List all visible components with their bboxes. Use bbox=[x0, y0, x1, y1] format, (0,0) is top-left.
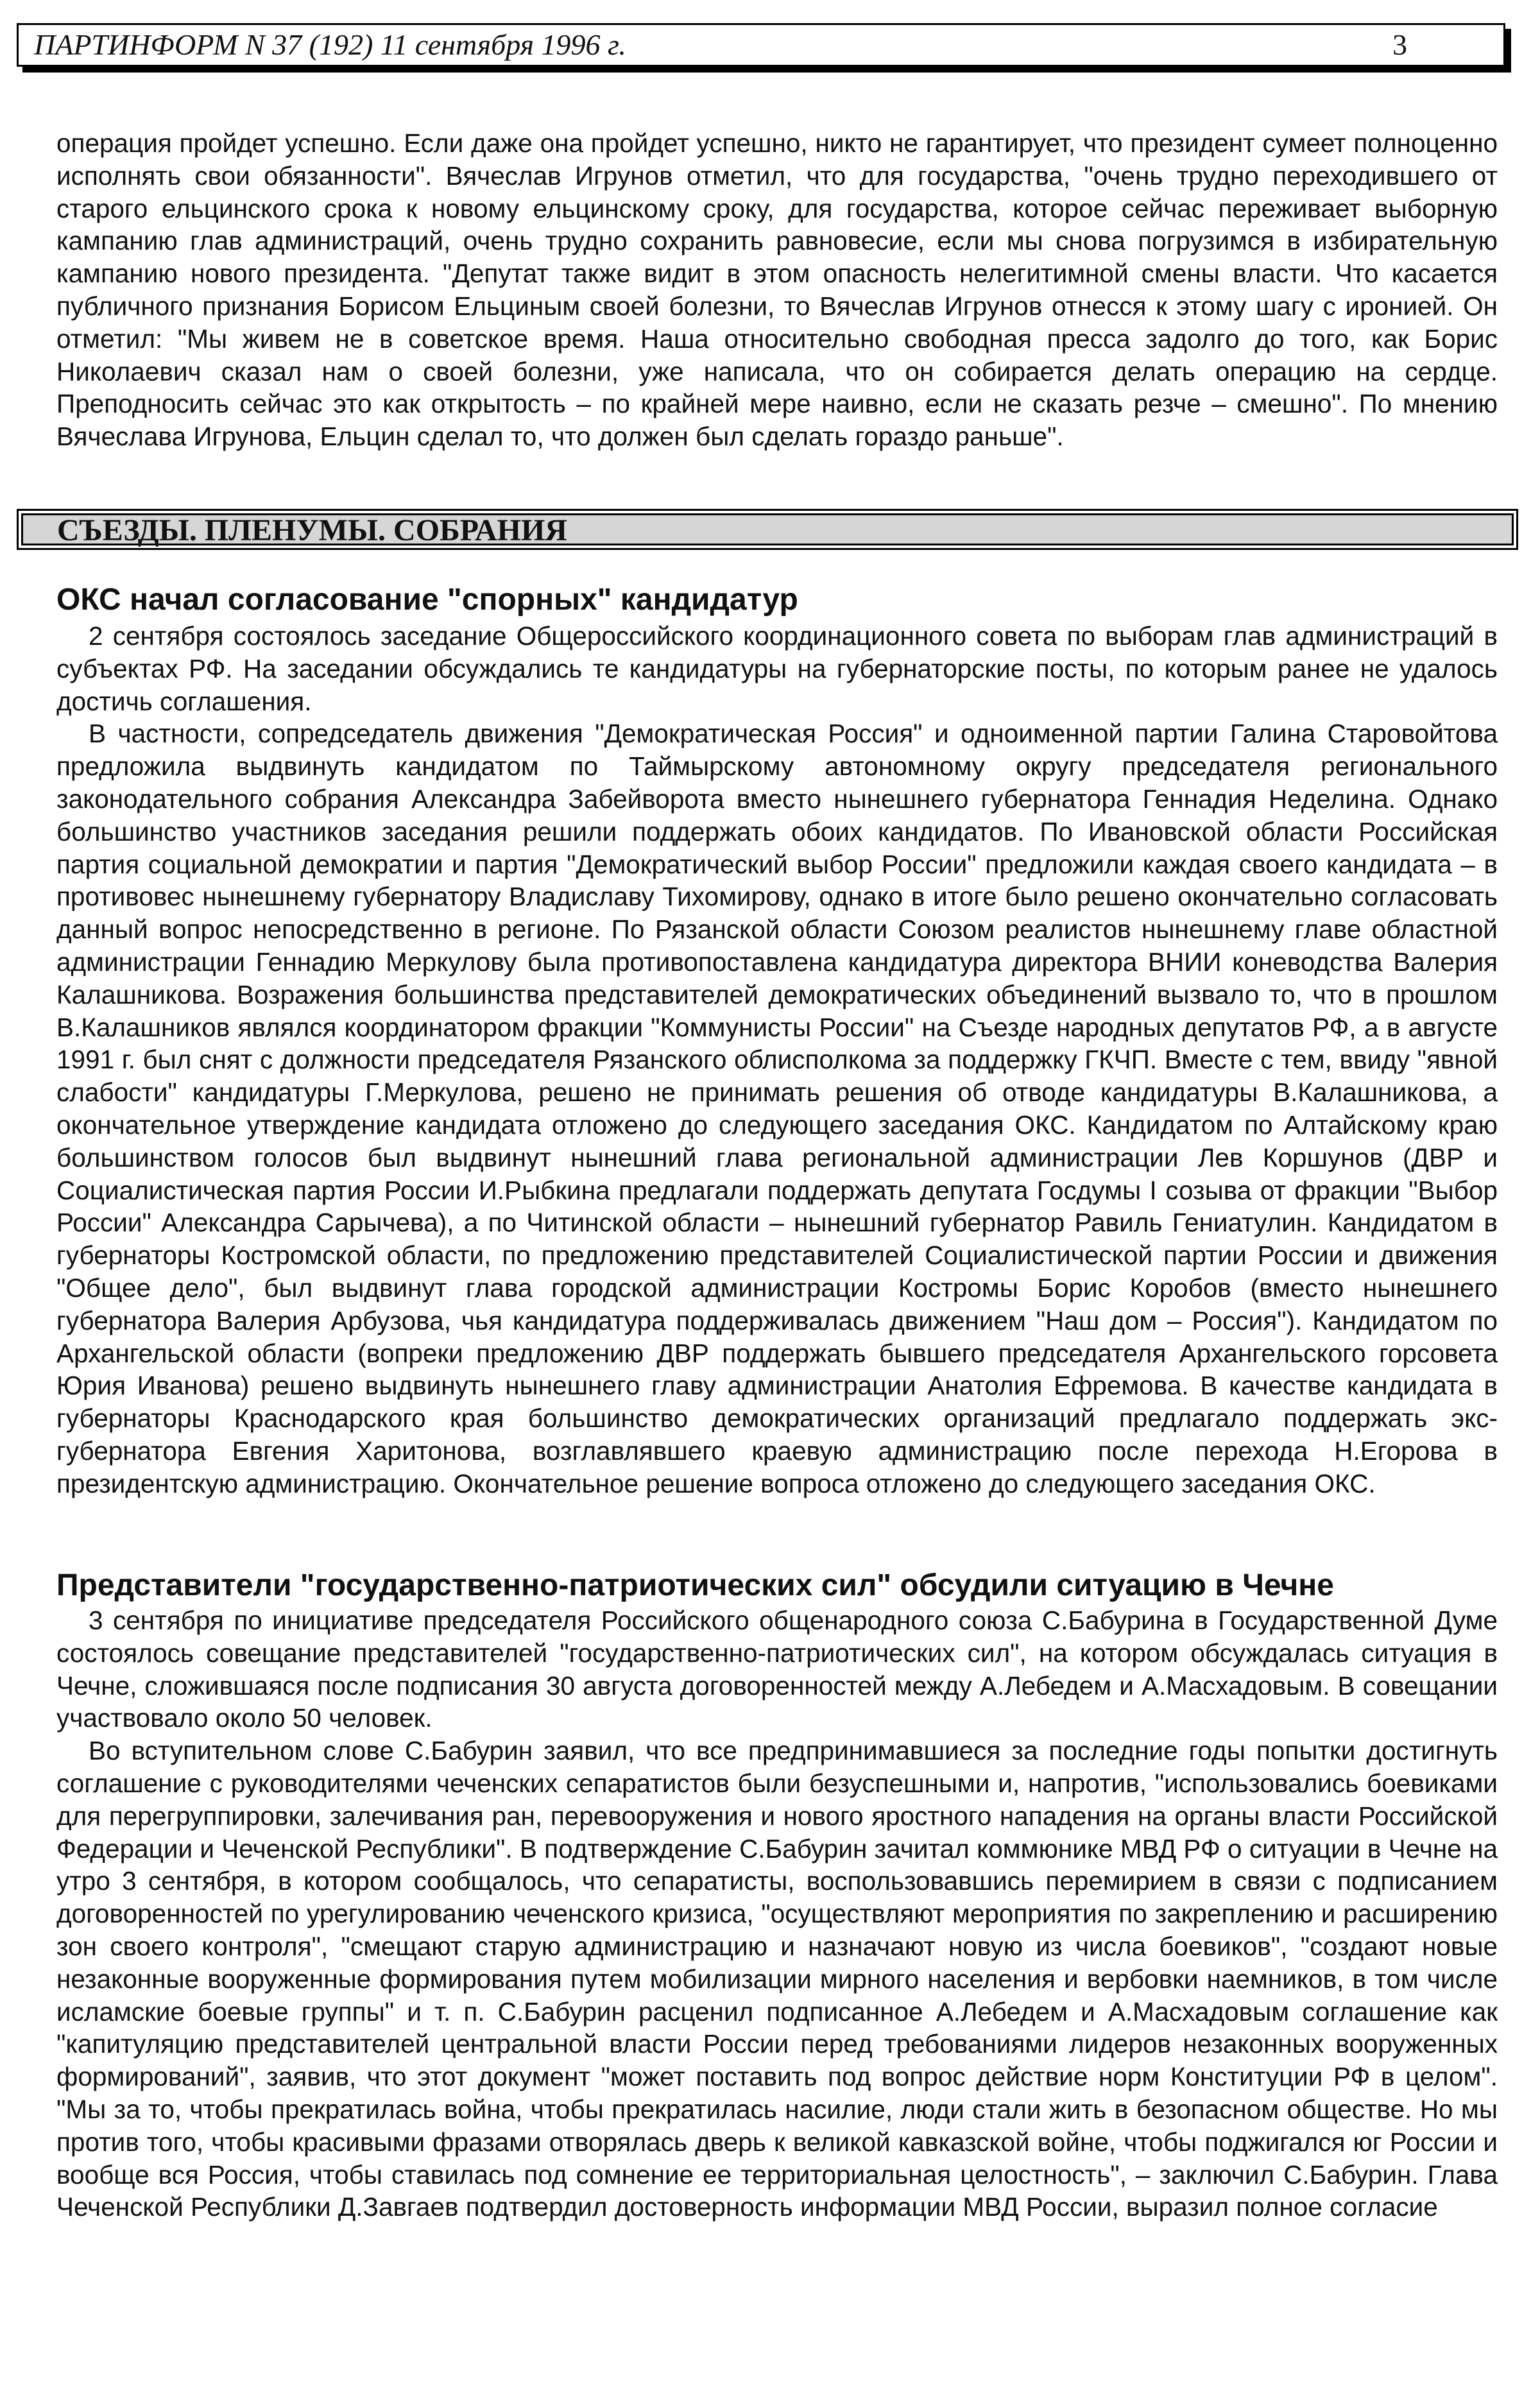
section-title: СЪЕЗДЫ. ПЛЕНУМЫ. СОБРАНИЯ bbox=[57, 513, 567, 547]
intro-paragraph: операция пройдет успешно. Если даже она пройдет успешно, никто не гарантирует, что президент сумеет полноценно исполнять свои обязанности". Вячеслав Игрунов отметил, что для государства, "очень трудно переходившего от старого ельцинского срока к новому ельцинскому сроку, для государства, которое сейчас переживает выборную кампанию глав администраций, очень трудно сохранить равновесие, если мы снова погрузимся в избирательную кампанию нового президента. "Депутат также видит в этом опасность нелегитимной смены власти. Что касается публичного признания Борисом Ельциным своей болезни, то Вячеслав Игрунов отнесся к этому шагу с иронией. Он отметил: "Мы живем не в советское время. Наша относительно свободная пресса задолго до того, как Борис Николаевич сказал нам о своей болезни, уже написала, что он собирается делать операцию на сердце. Преподносить сейчас это как открытость – по крайней мере наивно, если не сказать резче – смешно". По мнению Вячеслава Игрунова, Ельцин сделал то, что должен был сделать гораздо раньше". bbox=[56, 128, 1498, 452]
article-1-title: ОКС начал согласование "спорных" кандидатур bbox=[56, 583, 798, 617]
article-1-body bbox=[56, 620, 1498, 1500]
page-header bbox=[17, 23, 1505, 67]
section-banner bbox=[17, 509, 1518, 550]
article-2-paragraph-1: 3 сентября по инициативе председателя Российского общенародного союза С.Бабурина в Государственной Думе состоялось совещание представителей "государственно-патриотических сил", на котором обсуждалась ситуация в Чечне, сложившаяся после подписания 30 августа договоренностей между А.Лебедем и А.Масхадовым. В совещании участвовало около 50 человек. bbox=[56, 1606, 1498, 1733]
article-2-title: Представители "государственно-патриотических сил" обсудили ситуацию в Чечне bbox=[56, 1568, 1334, 1602]
publication-title: ПАРТИНФОРМ N 37 (192) 11 сентября 1996 г. bbox=[34, 28, 626, 61]
intro-text-block bbox=[56, 127, 1498, 453]
article-1-paragraph-1: 2 сентября состоялось заседание Общероссийского координационного совета по выборам глав администраций в субъектах РФ. На заседании обсуждались те кандидатуры на губернаторские посты, по которым ранее не удалось достичь соглашения. bbox=[56, 621, 1498, 716]
page-number: 3 bbox=[1392, 28, 1407, 61]
article-2-body bbox=[56, 1604, 1498, 2223]
article-1-paragraph-2: В частности, сопредседатель движения "Демократическая Россия" и одноименной партии Галина Старовойтова предложила выдвинуть кандидатом по Таймырскому автономному округу председателя регионального законодательного собрания Александра Забейворота вместо нынешнего губернатора Геннадия Неделина. Однако большинство участников заседания решили поддержать обоих кандидатов. По Ивановской области Российская партия социальной демократии и партия "Демократический выбор России" предложили каждая своего кандидата – в противовес нынешнему губернатору Владиславу Тихомирову, однако в итоге было решено окончательно согласовать данный вопрос непосредственно в регионе. По Рязанской области Союзом реалистов нынешнему главе областной администрации Геннадию Меркулову была противопоставлена кандидатура директора ВНИИ коневодства Валерия Калашникова. Возражения большинства представителей демократических объединений вызвало то, что в прошлом В.Калашников являлся координатором фракции "Коммунисты России" на Съезде народных депутатов РФ, а в августе 1991 г. был снят с должности председателя Рязанского облисполкома за поддержку ГКЧП. Вместе с тем, ввиду "явной слабости" кандидатуры Г.Меркулова, решено не принимать решения об отводе кандидатуры В.Калашникова, а окончательное утверждение кандидата отложено до следующего заседания ОКС. Кандидатом по Алтайскому краю большинством голосов был выдвинут нынешний глава региональной администрации Лев Коршунов (ДВР и Социалистическая партия России И.Рыбкина предлагали поддержать депутата Госдумы I созыва от фракции "Выбор России" Александра Сарычева), а по Читинской области – нынешний губернатор Равиль Гениатулин. Кандидатом в губернаторы Костромской области, по предложению представителей Социалистической партии России и движения "Общее дело", был выдвинут глава городской администрации Костромы Борис Коробов (вместо нынешнего губернатора Валерия Арбузова, чья кандидатура поддерживалась движением "Наш дом – Россия"). Кандидатом по Архангельской области (вопреки предложению ДВР поддержать бывшего председателя Архангельского горсовета Юрия Иванова) решено выдвинуть нынешнего главу администрации Анатолия Ефремова. В качестве кандидата в губернаторы Краснодарского края большинство демократических организаций предлагало поддержать экс-губернатора Евгения Харитонова, возглавлявшего краевую администрацию после перехода Н.Егорова в президентскую администрацию. Окончательное решение вопроса отложено до следующего заседания ОКС. bbox=[56, 719, 1498, 1498]
article-2-paragraph-2: Во вступительном слове С.Бабурин заявил, что все предпринимавшиеся за последние годы попытки достигнуть соглашение с руководителями чеченских сепаратистов были безуспешными и, напротив, "использовались боевиками для перегруппировки, залечивания ран, перевооружения и нового яростного нападения на органы власти Российской Федерации и Чеченской Республики". В подтверждение С.Бабурин зачитал коммюнике МВД РФ о ситуации в Чечне на утро 3 сентября, в котором сообщалось, что сепаратисты, воспользовавшись перемирием в связи с подписанием договоренностей по урегулированию чеченского кризиса, "осуществляют мероприятия по закреплению и расширению зон своего контроля", "смещают старую администрацию и назначают новую из числа боевиков", "создают новые незаконные вооруженные формирования путем мобилизации мирного населения и вербовки наемников, в том числе исламские боевые группы" и т. п. С.Бабурин расценил подписанное А.Лебедем и А.Масхадовым соглашение как "капитуляцию представителей центральной власти России перед требованиями лидеров незаконных вооруженных формирований", заявив, что этот документ "может поставить под вопрос действие норм Конституции РФ в целом". "Мы за то, чтобы прекратилась война, чтобы прекратилась насилие, люди стали жить в безопасном обществе. Но мы против того, чтобы красивыми фразами отворялась дверь к великой кавказской войне, чтобы поджигался юг России и вообще вся Россия, чтобы ставилась под сомнение ее территориальная целостность", – заключил С.Бабурин. Глава Чеченской Республики Д.Завгаев подтвердил достоверность информации МВД России, выразил полное согласие bbox=[56, 1736, 1498, 2222]
